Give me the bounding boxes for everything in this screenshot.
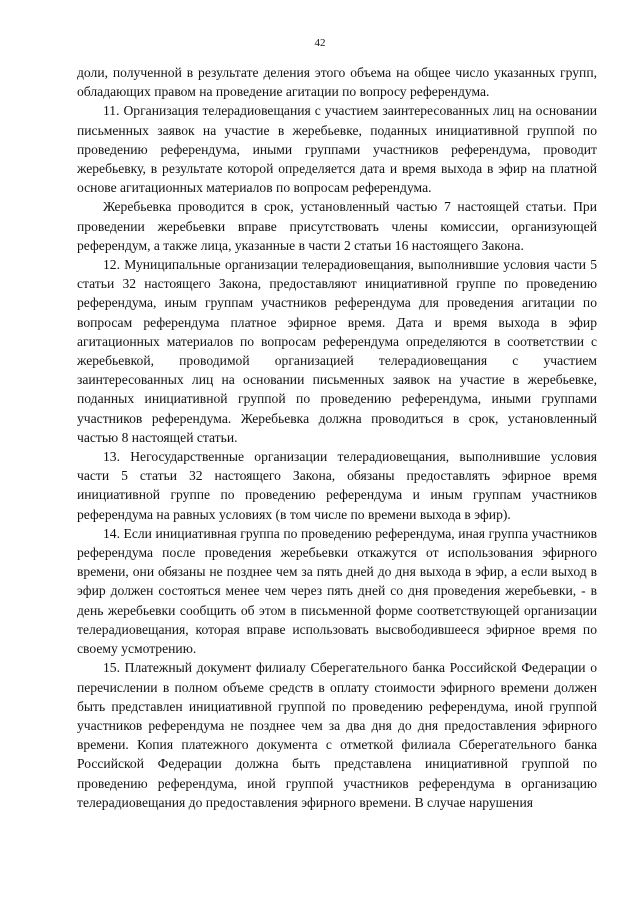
paragraph-item-15: 15. Платежный документ филиалу Сберегательного банка Российской Федерации о перечислении в полном объеме средств в оплату стоимости эфирного времени должен быть представлен инициативной группой по проведению референдума, иной группой участников референдума не позднее чем за два дня до дня предоставления эфирного времени. Копия платежного документа с отметкой филиала Сберегательного банка Российской Федерации должна быть представлена инициативной группой по проведению референдума, иной группой участников референдума в организацию телерадиовещания до предоставления эфирного времени. В случае нарушения — [77, 660, 597, 810]
paragraph-item-14: 14. Если инициативная группа по проведению референдума, иная группа участников референдума после проведения жеребьевки откажутся от использования эфирного времени, они обязаны не позднее чем за пять дней до дня выхода в эфир, а если выход в эфир должен состояться менее чем через пять дней со дня проведения жеребьевки, - в день жеребьевки сообщить об этом в письменной форме соответствующей организации телерадиовещания, которая вправе использовать высвободившееся эфирное время по своему усмотрению. — [77, 525, 597, 657]
paragraph-item-11: 11. Организация телерадиовещания с участием заинтересованных лиц на основании письменных заявок на участие в жеребьевке, поданных инициативной группой по проведению референдума, иными группами участников референдума, проводит жеребьевку, в результате которой определяется дата и время выхода в эфир на платной основе агитационных материалов по вопросам референдума. — [77, 103, 597, 196]
paragraph-item-11-draw: Жеребьевка проводится в срок, установленный частью 7 настоящей статьи. При проведении жеребьевки вправе присутствовать члены комиссии, организующей референдум, а также лица, указанные в части 2 статьи 16 настоящего Закона. — [77, 199, 597, 253]
paragraph-item-13: 13. Негосударственные организации телерадиовещания, выполнившие условия части 5 статьи 32 настоящего Закона, обязаны предоставлять эфирное время инициативной группе по проведению референдума и иным группам участников референдума на равных условиях (в том числе по времени выхода в эфир). — [77, 449, 597, 522]
page-number: 42 — [314, 37, 326, 49]
paragraph-continuation: доли, полученной в результате деления этого объема на общее число указанных групп, обладающих правом на проведение агитации по вопросу референдума. — [77, 65, 597, 100]
paragraph-item-12: 12. Муниципальные организации телерадиовещания, выполнившие условия части 5 статьи 32 настоящего Закона, предоставляют инициативной группе по проведению референдума, иным группам участников референдума для проведения агитации по вопросам референдума платное эфирное время. Дата и время выхода в эфир агитационных материалов по вопросам референдума определяются в соответствии с жеребьевкой, проводимой организацией телерадиовещания с участием заинтересованных лиц на основании письменных заявок на участие в жеребьевке, поданных инициативной группой по проведению референдума, иными группами участников референдума. Жеребьевка должна проводиться в срок, установленный частью 8 настоящей статьи. — [77, 257, 597, 445]
document-body — [77, 63, 597, 812]
